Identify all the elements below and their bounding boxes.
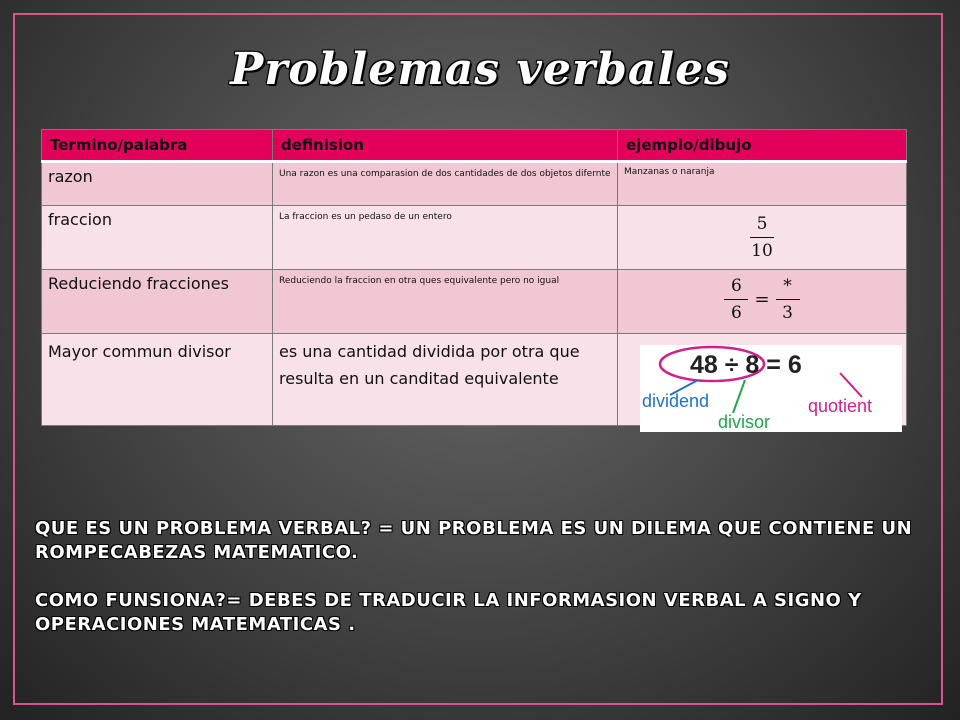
- slide-title: Problemas verbales: [230, 44, 730, 95]
- division-diagram: [640, 345, 902, 432]
- question-paragraph: QUE ES UN PROBLEMA VERBAL? = UN PROBLEMA ES UN DILEMA QUE CONTIENE UN ROMPECABEZAS MATEMATICO.: [35, 518, 913, 563]
- term-cell: fraccion: [42, 206, 273, 270]
- denominator: 3: [782, 303, 793, 323]
- denominator: 6: [731, 303, 742, 323]
- term-cell: Mayor commun divisor: [42, 334, 273, 426]
- example-cell: Manzanas o naranja: [618, 162, 907, 206]
- definition-cell: La fraccion es un pedaso de un entero: [273, 206, 618, 270]
- table-row: [42, 206, 907, 270]
- term-cell: razon: [42, 162, 273, 206]
- definition-cell: es una cantidad dividida por otra que resulta en un canditad equivalente: [273, 334, 618, 426]
- body-text: [35, 517, 915, 637]
- definition-cell: Reduciendo la fraccion en otra ques equivalente pero no igual: [273, 270, 618, 334]
- fraction-bar: [776, 299, 800, 300]
- dividend-label: dividend: [642, 391, 710, 411]
- table-row: [42, 162, 907, 206]
- quotient-arrow: [840, 373, 862, 397]
- divisor-arrow: [733, 380, 745, 413]
- example-cell: [618, 206, 907, 270]
- numerator: 5: [756, 214, 768, 234]
- fraction-bar: [750, 237, 774, 238]
- table-row: [42, 270, 907, 334]
- numerator: *: [783, 276, 792, 296]
- answer-paragraph: COMO FUNSIONA?= DEBES DE TRADUCIR LA INFORMASION VERBAL A SIGNO Y OPERACIONES MATEMATICAS .: [35, 590, 862, 635]
- example-cell: [618, 270, 907, 334]
- division-equation: 48 ÷ 8 = 6: [690, 351, 802, 379]
- denominator: 10: [751, 241, 773, 261]
- header-term: Termino/palabra: [42, 130, 273, 162]
- divisor-label: divisor: [718, 412, 771, 432]
- division-diagram-image: [640, 345, 902, 432]
- fraction: [750, 213, 774, 262]
- fraction-left: [724, 275, 748, 324]
- header-definition: definision: [273, 130, 618, 162]
- table-header-row: [42, 130, 907, 162]
- header-example: ejemplo/dibujo: [618, 130, 907, 162]
- equals-sign: =: [754, 289, 770, 310]
- fraction-bar: [724, 299, 748, 300]
- fraction-right: [776, 275, 800, 324]
- quotient-label: quotient: [808, 396, 873, 416]
- term-cell: Reduciendo fracciones: [42, 270, 273, 334]
- numerator: 6: [731, 276, 742, 296]
- definition-cell: Una razon es una comparasion de dos cantidades de dos objetos difernte: [273, 162, 618, 206]
